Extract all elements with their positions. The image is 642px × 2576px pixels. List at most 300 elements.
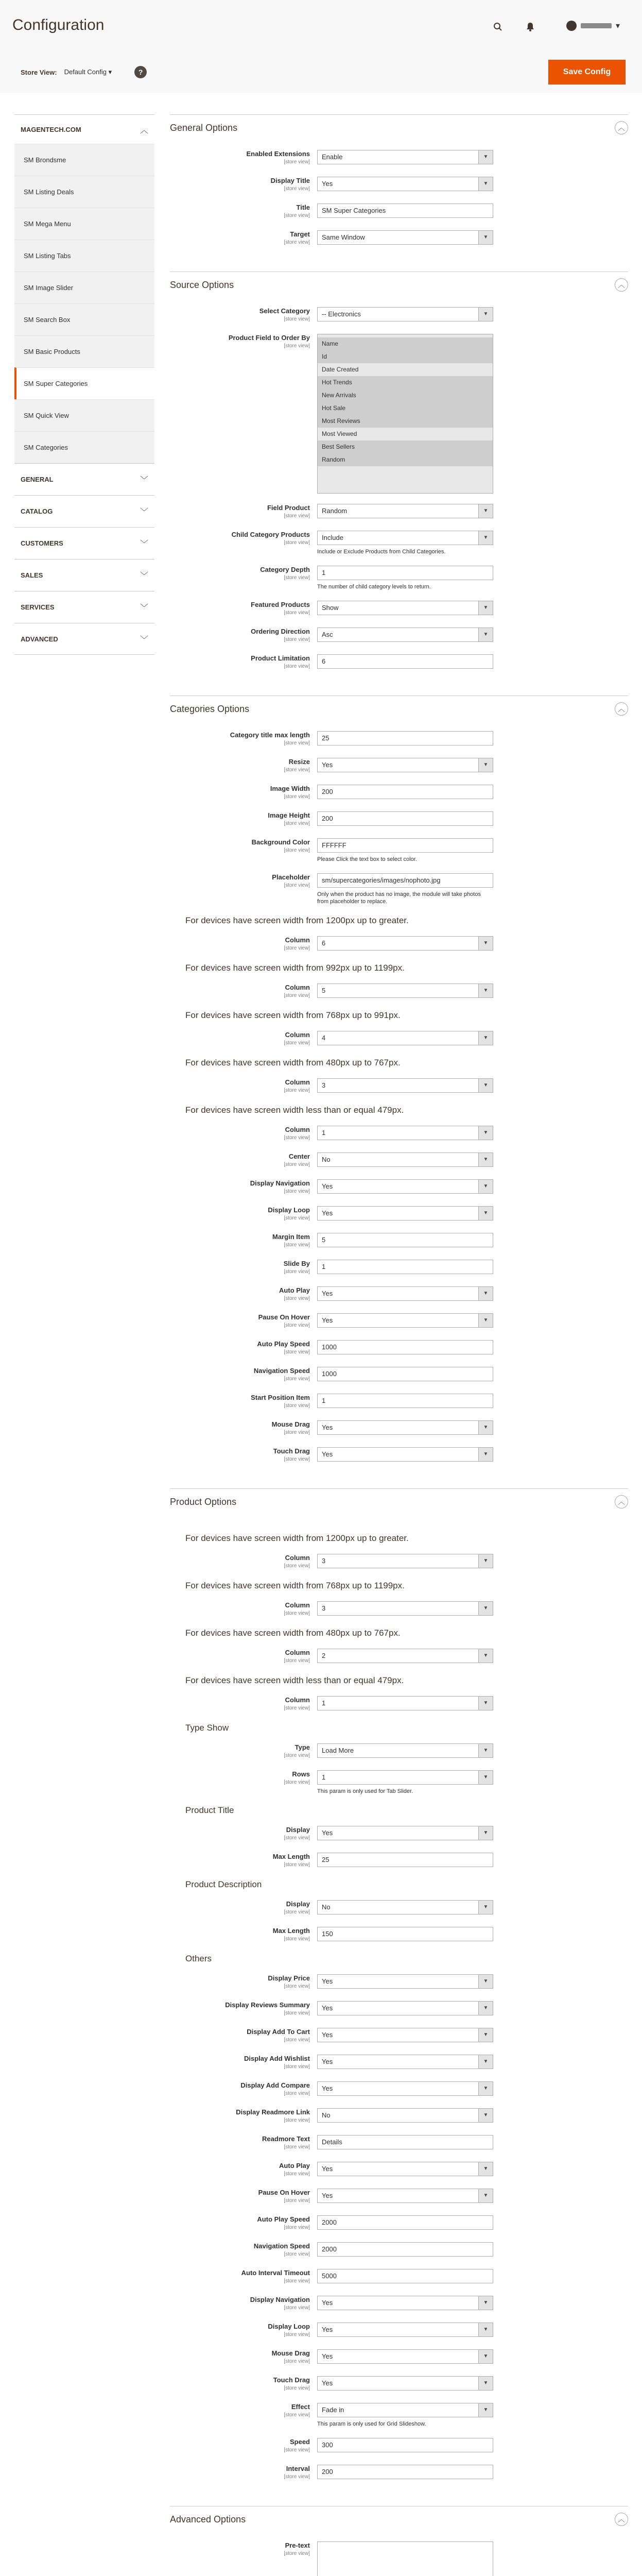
- column-select[interactable]: 4 ▼: [317, 1031, 493, 1045]
- target-select[interactable]: Same Window ▼: [317, 230, 493, 245]
- field-label: Mouse Drag [store view]: [170, 1420, 317, 1437]
- column-select[interactable]: 6 ▼: [317, 936, 493, 951]
- field-control: [317, 334, 493, 494]
- ordering-direction-select[interactable]: Asc ▼: [317, 628, 493, 642]
- field-control: [317, 1900, 493, 1914]
- column-select[interactable]: 5 ▼: [317, 984, 493, 998]
- field-row-display-loop: [170, 2323, 628, 2339]
- field-control: [317, 2189, 493, 2203]
- navigation-speed-input[interactable]: 2000: [317, 2242, 493, 2257]
- field-control: [317, 2162, 493, 2176]
- field-note: This param is only used for Grid Slideshow.: [317, 2421, 426, 2427]
- auto-play-speed-input[interactable]: 1000: [317, 1340, 493, 1354]
- field-label: Column [store view]: [170, 1031, 317, 1047]
- field-row-display-price: [170, 1974, 628, 1991]
- sidebar-item-sm-search-box[interactable]: SM Search Box: [14, 303, 154, 335]
- scope-label: [store view]: [284, 1936, 310, 1942]
- field-label: Category title max length [store view]: [170, 731, 317, 748]
- center-select[interactable]: No ▼: [317, 1153, 493, 1167]
- column-select[interactable]: 2 ▼: [317, 1649, 493, 1663]
- scope-label: [store view]: [284, 316, 310, 322]
- rows-select[interactable]: 1 ▼: [317, 1770, 493, 1785]
- chevron-down-icon: ▼: [478, 2323, 493, 2336]
- field-label: Display Price [store view]: [170, 1974, 317, 1991]
- field-control: [317, 1313, 493, 1328]
- field-control: [317, 2438, 493, 2452]
- save-config-button[interactable]: Save Config: [548, 60, 626, 84]
- field-label: Image Height [store view]: [170, 811, 317, 828]
- subsection-heading: For devices have screen width from 480px up to 767px.: [185, 1058, 401, 1067]
- field-control: [317, 1743, 493, 1758]
- field-row-column: [170, 1031, 628, 1047]
- scope-label: [store view]: [284, 1658, 310, 1664]
- field-label: Touch Drag [store view]: [170, 1447, 317, 1464]
- field-row-target: [170, 230, 628, 247]
- title-input[interactable]: SM Super Categories: [317, 204, 493, 218]
- field-label: Pre-text [store view]: [170, 2541, 317, 2558]
- store-view-label: Store View:: [21, 68, 57, 76]
- collapse-icon[interactable]: ︿: [615, 121, 628, 134]
- field-row-column: [170, 1126, 628, 1142]
- field-row-touch-drag: [170, 1447, 628, 1464]
- background-color-input[interactable]: FFFFFF: [317, 838, 493, 853]
- sidebar-item-sm-mega-menu[interactable]: SM Mega Menu: [14, 208, 154, 240]
- chevron-down-icon: ▼: [478, 308, 493, 321]
- sidebar-group-label: CATALOG: [21, 507, 53, 515]
- field-control: [317, 1260, 493, 1274]
- sidebar-group-label: SALES: [21, 571, 43, 579]
- field-label: Center [store view]: [170, 1153, 317, 1169]
- display-add-compare-select[interactable]: Yes ▼: [317, 2081, 493, 2096]
- field-row-touch-drag: [170, 2376, 628, 2393]
- field-control: [317, 2242, 493, 2257]
- field-row-column: [170, 1601, 628, 1618]
- collapse-icon[interactable]: ︿: [615, 702, 628, 716]
- scope-label: [store view]: [284, 1376, 310, 1382]
- type-select[interactable]: Load More ▼: [317, 1743, 493, 1758]
- section-header[interactable]: Product Options ︿: [170, 1489, 628, 1515]
- chevron-down-icon: ▼: [478, 1079, 493, 1092]
- chevron-down-icon: ▼: [478, 1314, 493, 1327]
- multiselect-option[interactable]: New Arrivals: [318, 389, 493, 402]
- field-label: Display Add Wishlist [store view]: [170, 2055, 317, 2071]
- chevron-down-icon: ▼: [478, 2162, 493, 2176]
- field-note: Please Click the text box to select color.: [317, 856, 417, 862]
- field-row-column: [170, 984, 628, 1000]
- field-row-display: [170, 1826, 628, 1842]
- field-label: Max Length [store view]: [170, 1853, 317, 1869]
- field-label: Display [store view]: [170, 1900, 317, 1917]
- display-select[interactable]: Yes ▼: [317, 1826, 493, 1840]
- field-label: Pause On Hover [store view]: [170, 2189, 317, 2205]
- display-navigation-select[interactable]: Yes ▼: [317, 1179, 493, 1194]
- scope-label: [store view]: [284, 2171, 310, 2177]
- enabled-extensions-select[interactable]: Enable ▼: [317, 150, 493, 164]
- field-control: [317, 2028, 493, 2042]
- auto-play-select[interactable]: Yes ▼: [317, 1286, 493, 1301]
- field-control: [317, 2215, 493, 2230]
- field-label: Column [store view]: [170, 1554, 317, 1570]
- auto-play-speed-input[interactable]: 2000: [317, 2215, 493, 2230]
- chevron-down-icon: ▼: [478, 2403, 493, 2417]
- sidebar-group-header[interactable]: MAGENTECH.COM ︿: [14, 115, 154, 144]
- subsection-heading: For devices have screen width from 768px up to 1199px.: [185, 1581, 405, 1590]
- field-control: [317, 1394, 493, 1408]
- field-label: Image Width [store view]: [170, 785, 317, 801]
- multiselect-option[interactable]: Random: [318, 453, 493, 466]
- display-navigation-select[interactable]: Yes ▼: [317, 2296, 493, 2310]
- display-select[interactable]: No ▼: [317, 1900, 493, 1914]
- field-control: [317, 1233, 493, 1247]
- chevron-down-icon: ▼: [478, 1554, 493, 1568]
- field-row-child-category-products: [170, 531, 628, 555]
- field-control: [317, 731, 493, 745]
- chevron-down-icon: ▼: [478, 1153, 493, 1166]
- category-title-max-length-input[interactable]: 25: [317, 731, 493, 745]
- field-row-column: [170, 1078, 628, 1095]
- interval-input[interactable]: 200: [317, 2465, 493, 2479]
- scope-label: [store view]: [284, 1135, 310, 1141]
- scope-label: [store view]: [284, 1215, 310, 1221]
- field-control: [317, 1367, 493, 1381]
- chevron-down-icon: ▾: [616, 22, 620, 30]
- chevron-down-icon: ▼: [478, 1180, 493, 1193]
- chevron-down-icon: ▼: [478, 504, 493, 518]
- placeholder-input[interactable]: sm/supercategories/images/nophoto.jpg: [317, 873, 493, 888]
- field-control: [317, 2269, 493, 2283]
- scope-label: [store view]: [284, 1269, 310, 1275]
- order-by-multiselect[interactable]: [317, 334, 493, 494]
- field-row-pause-on-hover: [170, 1313, 628, 1330]
- section-advanced: [170, 2506, 628, 2576]
- column-select[interactable]: 3 ▼: [317, 1554, 493, 1568]
- scope-label: [store view]: [284, 1296, 310, 1301]
- field-control: [317, 566, 493, 590]
- navigation-speed-input[interactable]: 1000: [317, 1367, 493, 1381]
- chevron-down-icon: ▼: [478, 937, 493, 950]
- field-row-column: [170, 1696, 628, 1713]
- scope-label: [store view]: [284, 2198, 310, 2204]
- search-icon[interactable]: [492, 21, 504, 33]
- field-row-center: [170, 1153, 628, 1169]
- scope-label: [store view]: [284, 2278, 310, 2284]
- field-row-display-navigation: [170, 2296, 628, 2312]
- field-label: Auto Play [store view]: [170, 1286, 317, 1303]
- sidebar-item-sm-listing-deals[interactable]: SM Listing Deals: [14, 176, 154, 208]
- scope-label: [store view]: [284, 1349, 310, 1355]
- field-row-display-navigation: [170, 1179, 628, 1196]
- scope-label: [store view]: [284, 1323, 310, 1328]
- chevron-down-icon: ▼: [478, 1771, 493, 1784]
- scope-label: [store view]: [284, 1835, 310, 1841]
- field-control: [317, 2541, 493, 2576]
- chevron-down-icon: ▼: [478, 1448, 493, 1461]
- chevron-down-icon: ▼: [478, 2055, 493, 2069]
- field-label: Column [store view]: [170, 1696, 317, 1713]
- field-control: [317, 1927, 493, 1941]
- field-control: [317, 984, 493, 998]
- scope-label: [store view]: [284, 1430, 310, 1435]
- field-row-max-length: [170, 1853, 628, 1869]
- field-row-image-height: [170, 811, 628, 828]
- sidebar-item-sm-brondsme[interactable]: SM Brondsme: [14, 144, 154, 176]
- field-row-display-add-compare: [170, 2081, 628, 2098]
- scope-label: [store view]: [284, 883, 310, 888]
- chevron-down-icon: ▼: [478, 2377, 493, 2390]
- field-control: [317, 1206, 493, 1221]
- max-length-input[interactable]: 150: [317, 1927, 493, 1941]
- field-control: [317, 2055, 493, 2069]
- field-control: [317, 1853, 493, 1867]
- field-row-navigation-speed: [170, 1367, 628, 1383]
- multiselect-option[interactable]: Most Viewed: [322, 430, 357, 437]
- chevron-down-icon: ▼: [478, 2350, 493, 2363]
- multiselect-option[interactable]: Hot Sale: [318, 402, 493, 415]
- scope-label: [store view]: [284, 848, 310, 853]
- field-label: Slide By [store view]: [170, 1260, 317, 1276]
- display-loop-select[interactable]: Yes ▼: [317, 2323, 493, 2337]
- field-label: Rows [store view]: [170, 1770, 317, 1787]
- touch-drag-select[interactable]: Yes ▼: [317, 1447, 493, 1462]
- field-row-category-title-max-length: [170, 731, 628, 748]
- field-label: Background Color [store view]: [170, 838, 317, 855]
- child-category-products-select[interactable]: Include ▼: [317, 531, 493, 545]
- field-control: [317, 2403, 493, 2428]
- column-select[interactable]: 3 ▼: [317, 1078, 493, 1093]
- field-control: [317, 2349, 493, 2364]
- multiselect-option[interactable]: Most Reviews: [318, 415, 493, 428]
- scope-label: [store view]: [284, 2447, 310, 2453]
- field-row-title: [170, 204, 628, 220]
- chevron-down-icon: ▼: [478, 2296, 493, 2310]
- category-depth-input[interactable]: 1: [317, 566, 493, 580]
- resize-select[interactable]: Yes ▼: [317, 758, 493, 772]
- pre-text-textarea[interactable]: [317, 2541, 493, 2576]
- collapse-icon[interactable]: ︿: [615, 278, 628, 292]
- field-row-placeholder: [170, 873, 628, 905]
- scope-label: [store view]: [284, 213, 310, 218]
- display-title-select[interactable]: Yes ▼: [317, 177, 493, 191]
- scope-label: [store view]: [284, 540, 310, 546]
- user-menu[interactable]: [566, 21, 620, 31]
- multiselect-option[interactable]: Id: [318, 350, 493, 363]
- subsection-heading: For devices have screen width from 992px up to 1199px.: [185, 963, 405, 973]
- scope-label: [store view]: [284, 664, 310, 669]
- margin-item-input[interactable]: 5: [317, 1233, 493, 1247]
- field-label: Field Product [store view]: [170, 504, 317, 520]
- sidebar-item-sm-image-slider[interactable]: SM Image Slider: [14, 272, 154, 303]
- field-control: [317, 2135, 493, 2149]
- image-width-input[interactable]: 200: [317, 785, 493, 799]
- sidebar-item-sm-quick-view[interactable]: SM Quick View: [14, 399, 154, 431]
- scope-label: [store view]: [284, 821, 310, 826]
- field-control: [317, 2001, 493, 2015]
- scope-label: [store view]: [284, 1403, 310, 1409]
- section-header[interactable]: General Options ︿: [170, 115, 628, 141]
- field-row-image-width: [170, 785, 628, 801]
- sidebar-group-advanced[interactable]: [14, 623, 154, 655]
- effect-select[interactable]: Fade in ▼: [317, 2403, 493, 2417]
- pause-on-hover-select[interactable]: Yes ▼: [317, 1313, 493, 1328]
- field-row-mouse-drag: [170, 1420, 628, 1437]
- section-header[interactable]: Source Options ︿: [170, 272, 628, 298]
- field-row-featured-products: [170, 601, 628, 617]
- scope-label: [store view]: [284, 2117, 310, 2123]
- field-note: This param is only used for Tab Slider.: [317, 1788, 413, 1794]
- scope-label: [store view]: [284, 2091, 310, 2096]
- section-header[interactable]: Categories Options ︿: [170, 696, 628, 722]
- section-categories: [170, 696, 628, 1488]
- scope-label: [store view]: [284, 1780, 310, 1785]
- display-add-wishlist-select[interactable]: Yes ▼: [317, 2055, 493, 2069]
- field-control: [317, 504, 493, 518]
- chevron-down-icon: ▼: [478, 1744, 493, 1757]
- field-label: Title [store view]: [170, 204, 317, 220]
- field-label: Auto Play Speed [store view]: [170, 2215, 317, 2232]
- scope-label: [store view]: [284, 1984, 310, 1989]
- multiselect-option[interactable]: Date Created: [322, 366, 359, 373]
- field-row-display-readmore-link: [170, 2108, 628, 2125]
- field-label: Speed [store view]: [170, 2438, 317, 2454]
- field-row-order-by: [170, 334, 628, 494]
- field-label: Display Add Compare [store view]: [170, 2081, 317, 2098]
- field-control: [317, 1554, 493, 1568]
- field-label: Touch Drag [store view]: [170, 2376, 317, 2393]
- field-control: [317, 307, 493, 321]
- field-label: Child Category Products [store view]: [170, 531, 317, 547]
- field-label: Display Readmore Link [store view]: [170, 2108, 317, 2125]
- field-row-background-color: [170, 838, 628, 863]
- store-view-select[interactable]: Default Config ▾: [64, 68, 112, 76]
- chevron-up-icon: ︿: [140, 126, 148, 135]
- slide-by-input[interactable]: 1: [317, 1260, 493, 1274]
- sidebar-group-customers[interactable]: [14, 527, 154, 559]
- field-control: [317, 1447, 493, 1462]
- product-limitation-input[interactable]: 6: [317, 654, 493, 669]
- field-row-mouse-drag: [170, 2349, 628, 2366]
- chevron-down-icon: ▼: [478, 1826, 493, 1840]
- chevron-down-icon: ﹀: [140, 635, 148, 645]
- field-row-effect: [170, 2403, 628, 2428]
- field-row-column: [170, 1554, 628, 1570]
- chevron-down-icon: ▼: [478, 1287, 493, 1300]
- sidebar-item-sm-super-categories[interactable]: SM Super Categories: [14, 367, 154, 399]
- bell-icon[interactable]: [524, 21, 536, 33]
- touch-drag-select[interactable]: Yes ▼: [317, 2376, 493, 2391]
- field-label: Display Navigation [store view]: [170, 1179, 317, 1196]
- display-price-select[interactable]: Yes ▼: [317, 1974, 493, 1989]
- image-height-input[interactable]: 200: [317, 811, 493, 826]
- scope-label: [store view]: [284, 945, 310, 951]
- collapse-icon[interactable]: ︿: [615, 1495, 628, 1509]
- field-row-resize: [170, 758, 628, 774]
- field-row-max-length: [170, 1927, 628, 1943]
- field-row-interval: [170, 2465, 628, 2481]
- chevron-down-icon: ﹀: [140, 540, 148, 549]
- sidebar-group-sales[interactable]: [14, 559, 154, 591]
- field-control: [317, 1696, 493, 1710]
- field-row-display: [170, 1900, 628, 1917]
- chevron-down-icon: ▼: [478, 231, 493, 244]
- field-product-select[interactable]: Random ▼: [317, 504, 493, 518]
- select-category-select[interactable]: -- Electronics ▼: [317, 307, 493, 321]
- mouse-drag-select[interactable]: Yes ▼: [317, 2349, 493, 2364]
- auto-interval-timeout-input[interactable]: 5000: [317, 2269, 493, 2283]
- scope-label: [store view]: [284, 2332, 310, 2337]
- field-control: [317, 1340, 493, 1354]
- field-label: Display Reviews Summary [store view]: [170, 2001, 317, 2018]
- auto-play-select[interactable]: Yes ▼: [317, 2162, 493, 2176]
- sidebar-item-sm-basic-products[interactable]: SM Basic Products: [14, 335, 154, 367]
- subsection-heading: For devices have screen width from 480px up to 767px.: [185, 1628, 401, 1638]
- field-label: Column [store view]: [170, 1649, 317, 1665]
- field-control: [317, 2296, 493, 2310]
- field-label: Featured Products [store view]: [170, 601, 317, 617]
- scope-label: [store view]: [284, 1162, 310, 1167]
- display-reviews-summary-select[interactable]: Yes ▼: [317, 2001, 493, 2015]
- column-select[interactable]: 1 ▼: [317, 1126, 493, 1140]
- multiselect-option[interactable]: Hot Trends: [318, 376, 493, 389]
- scope-label: [store view]: [284, 1456, 310, 1462]
- scope-label: [store view]: [284, 767, 310, 773]
- mouse-drag-select[interactable]: Yes ▼: [317, 1420, 493, 1435]
- sidebar-group-general[interactable]: [14, 463, 154, 495]
- sidebar-group-label: SERVICES: [21, 603, 55, 611]
- scope-label: [store view]: [284, 2412, 310, 2418]
- section-header[interactable]: Advanced Options ︿: [170, 2506, 628, 2532]
- display-readmore-link-select[interactable]: No ▼: [317, 2108, 493, 2123]
- chevron-down-icon: ▼: [478, 1031, 493, 1045]
- field-control: [317, 838, 493, 863]
- field-label: Column [store view]: [170, 1126, 317, 1142]
- sidebar-group-catalog[interactable]: [14, 495, 154, 527]
- column-select[interactable]: 1 ▼: [317, 1696, 493, 1710]
- field-row-rows: [170, 1770, 628, 1795]
- scope-label: [store view]: [284, 2010, 310, 2016]
- speed-input[interactable]: 300: [317, 2438, 493, 2452]
- display-loop-select[interactable]: Yes ▼: [317, 1206, 493, 1221]
- field-control: [317, 601, 493, 615]
- field-control: [317, 1826, 493, 1840]
- help-icon[interactable]: ?: [134, 66, 147, 78]
- field-label: Auto Interval Timeout [store view]: [170, 2269, 317, 2285]
- field-label: Display Loop [store view]: [170, 2323, 317, 2339]
- sidebar-item-sm-categories[interactable]: SM Categories: [14, 431, 154, 463]
- column-select[interactable]: 3 ▼: [317, 1601, 493, 1616]
- subsection-heading: Product Description: [185, 1879, 262, 1889]
- scope-label: [store view]: [284, 2225, 310, 2230]
- field-row-product-limitation: [170, 654, 628, 671]
- section-source: [170, 272, 628, 696]
- sidebar-group-label: GENERAL: [21, 476, 54, 483]
- collapse-icon[interactable]: ︿: [615, 2513, 628, 2526]
- readmore-text-input[interactable]: Details: [317, 2135, 493, 2149]
- display-add-to-cart-select[interactable]: Yes ▼: [317, 2028, 493, 2042]
- multiselect-option[interactable]: Best Sellers: [318, 440, 493, 453]
- field-control: [317, 936, 493, 951]
- start-position-item-input[interactable]: 1: [317, 1394, 493, 1408]
- scope-label: [store view]: [284, 159, 310, 165]
- multiselect-option[interactable]: Name: [318, 337, 493, 350]
- chevron-down-icon: ▼: [478, 984, 493, 997]
- sidebar-group-services[interactable]: [14, 591, 154, 623]
- pause-on-hover-select[interactable]: Yes ▼: [317, 2189, 493, 2203]
- featured-products-select[interactable]: Show ▼: [317, 601, 493, 615]
- field-label: Ordering Direction [store view]: [170, 628, 317, 644]
- sidebar-item-sm-listing-tabs[interactable]: SM Listing Tabs: [14, 240, 154, 272]
- field-row-margin-item: [170, 1233, 628, 1249]
- max-length-input[interactable]: 25: [317, 1853, 493, 1867]
